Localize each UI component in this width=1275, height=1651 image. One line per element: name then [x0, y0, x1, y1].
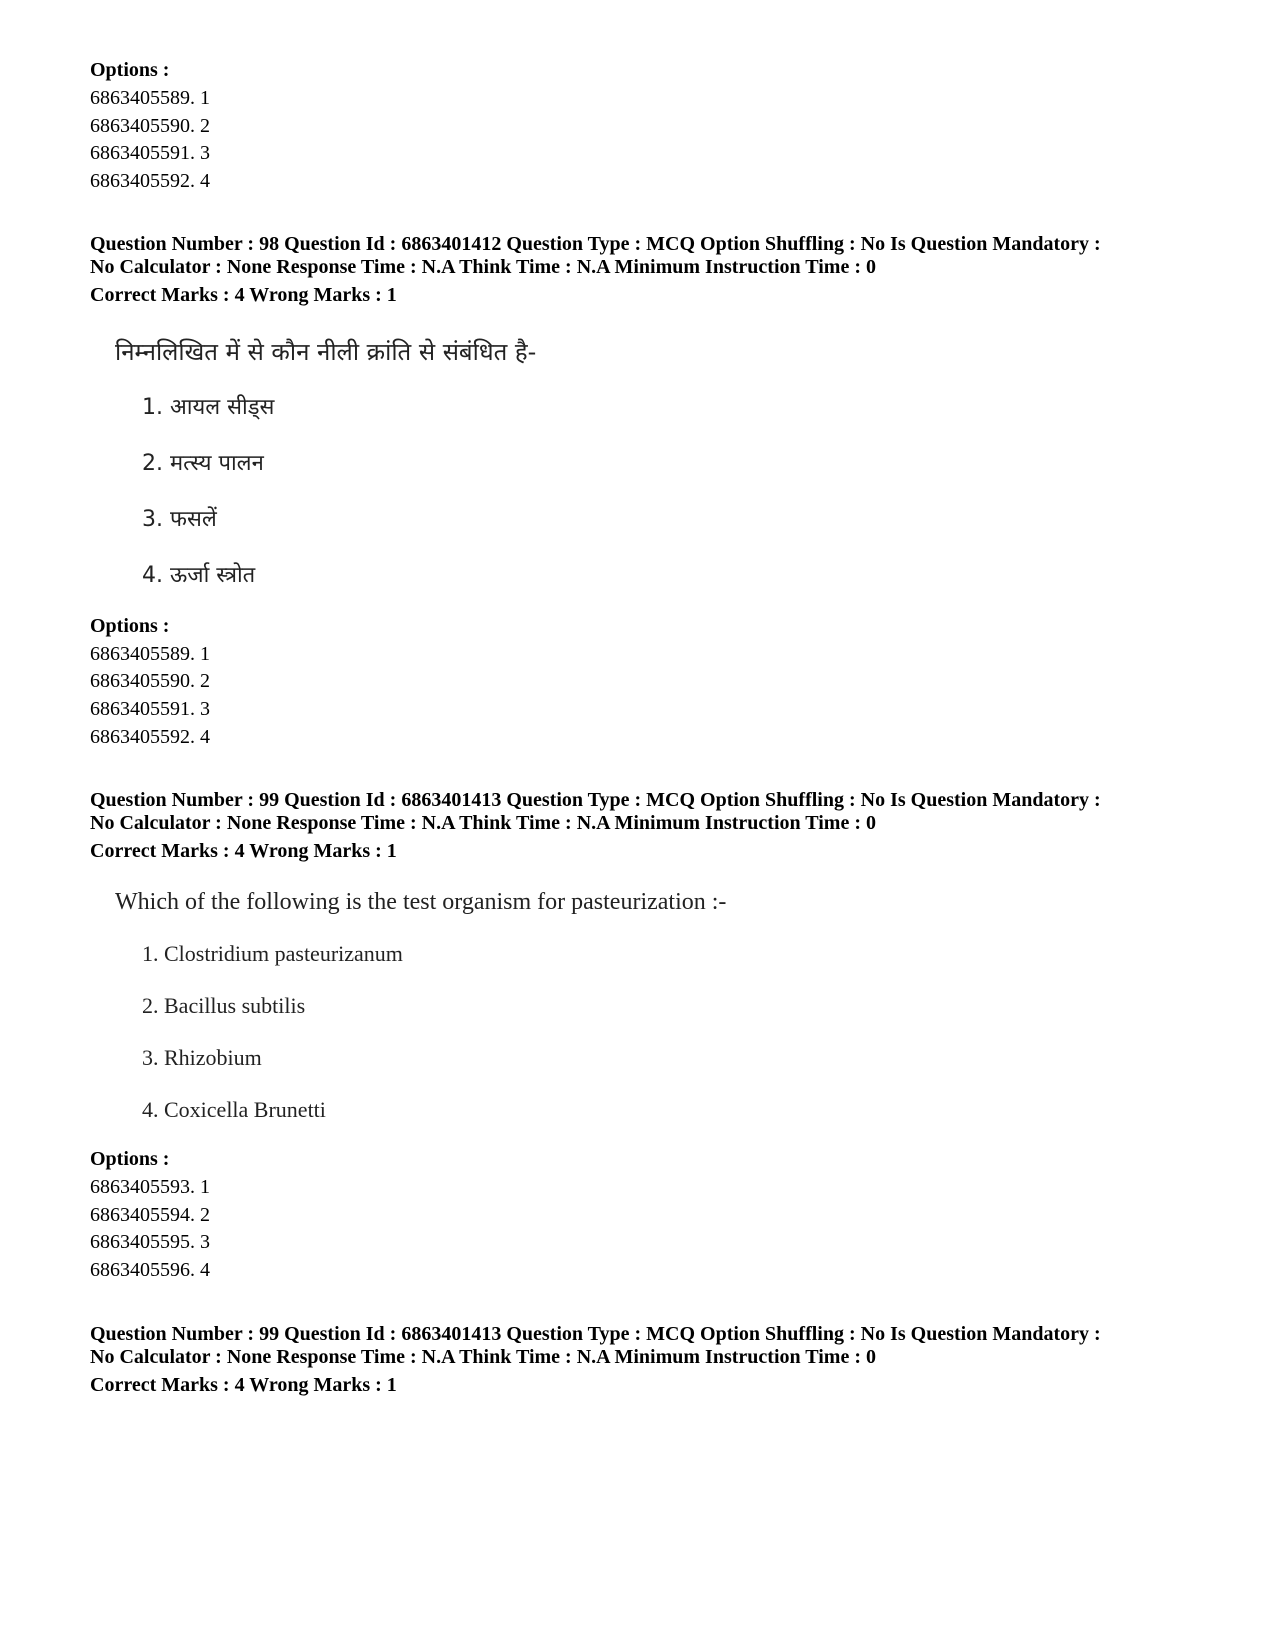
- question-header-line: Question Number : 99 Question Id : 6863401413 Question Type : MCQ Option Shuffling : No Is Question Mandatory :: [90, 789, 1101, 811]
- question-header-line: Question Number : 98 Question Id : 6863401412 Question Type : MCQ Option Shuffling : No Is Question Mandatory :: [90, 233, 1101, 255]
- question-header-line: Question Number : 99 Question Id : 6863401413 Question Type : MCQ Option Shuffling : No Is Question Mandatory :: [90, 1323, 1101, 1345]
- question-choice: 2. Bacillus subtilis: [142, 993, 306, 1018]
- question-header-line: No Calculator : None Response Time : N.A Think Time : N.A Minimum Instruction Time : 0: [90, 1346, 876, 1368]
- question-marks: Correct Marks : 4 Wrong Marks : 1: [90, 840, 397, 862]
- option-line: 6863405590. 2: [90, 670, 210, 692]
- question-header-line: No Calculator : None Response Time : N.A Think Time : N.A Minimum Instruction Time : 0: [90, 256, 876, 278]
- option-line: 6863405592. 4: [90, 170, 210, 192]
- question-choice: 4. Coxicella Brunetti: [142, 1097, 326, 1122]
- question-choice: 2. मत्स्य पालन: [142, 451, 264, 476]
- options-label: Options :: [90, 1148, 170, 1170]
- question-choice: 3. Rhizobium: [142, 1045, 262, 1070]
- option-line: 6863405593. 1: [90, 1176, 210, 1198]
- option-line: 6863405595. 3: [90, 1231, 210, 1253]
- question-choice: 1. Clostridium pasteurizanum: [142, 941, 403, 966]
- option-line: 6863405596. 4: [90, 1259, 210, 1281]
- option-line: 6863405592. 4: [90, 726, 210, 748]
- option-line: 6863405594. 2: [90, 1204, 210, 1226]
- question-text: Which of the following is the test organism for pasteurization :-: [115, 889, 727, 915]
- option-line: 6863405589. 1: [90, 643, 210, 665]
- question-choice: 4. ऊर्जा स्त्रोत: [142, 563, 256, 588]
- option-line: 6863405590. 2: [90, 115, 210, 137]
- options-label: Options :: [90, 59, 170, 81]
- question-text: निम्नलिखित में से कौन नीली क्रांति से संबंधित है-: [115, 338, 537, 366]
- question-marks: Correct Marks : 4 Wrong Marks : 1: [90, 1374, 397, 1396]
- question-header-line: No Calculator : None Response Time : N.A Think Time : N.A Minimum Instruction Time : 0: [90, 812, 876, 834]
- options-label: Options :: [90, 615, 170, 637]
- option-line: 6863405589. 1: [90, 87, 210, 109]
- question-marks: Correct Marks : 4 Wrong Marks : 1: [90, 284, 397, 306]
- question-choice: 1. आयल सीड्स: [142, 395, 275, 420]
- question-choice: 3. फसलें: [142, 507, 217, 532]
- option-line: 6863405591. 3: [90, 142, 210, 164]
- option-line: 6863405591. 3: [90, 698, 210, 720]
